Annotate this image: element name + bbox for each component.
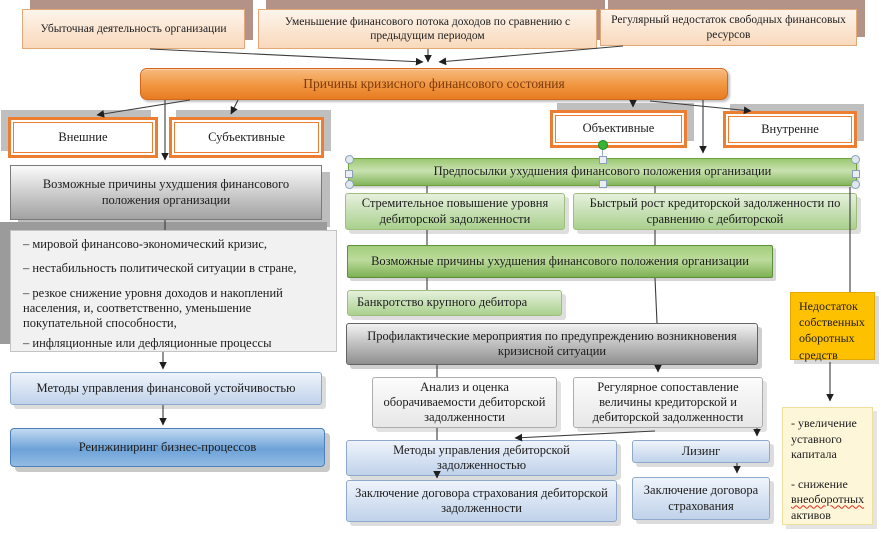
shape-leasing[interactable]	[632, 440, 770, 463]
category-inner-frame	[11, 120, 155, 155]
selection-handle-left-mid[interactable]	[345, 170, 353, 178]
shape-capital-remedies[interactable]	[782, 407, 873, 525]
shape-label: Быстрый рост кредиторской задолженности по сравнению с дебиторской	[589, 196, 841, 226]
shape-possible-causes-bar[interactable]	[347, 245, 773, 278]
selection-handle-bottom-left[interactable]	[345, 180, 354, 189]
shape-possible-causes-left[interactable]	[10, 165, 322, 220]
category-inner-frame	[726, 114, 854, 145]
shape-label: Внешние	[58, 129, 108, 144]
shape-label: Методы управления дебиторской задолженностью	[393, 442, 570, 472]
category-inner-frame	[553, 113, 684, 145]
shape-category-subjective[interactable]	[169, 117, 324, 158]
shape-label: Заключение договора страхования	[643, 483, 759, 513]
shape-category-objective[interactable]	[550, 110, 687, 148]
remedy-item: - увеличение уставного капитала	[791, 416, 857, 462]
shape-label: Профилактические мероприятия по предупреждению возникновения кризисной ситуации	[367, 328, 737, 358]
shape-regular-comparison[interactable]	[573, 377, 763, 428]
shape-label: Анализ и оценка оборачиваемости дебиторской задолженности	[383, 379, 546, 425]
shape-debtor-bankruptcy[interactable]	[347, 290, 562, 316]
selection-handle-bottom-right[interactable]	[851, 180, 860, 189]
shape-label: Методы управления финансовой устойчивостью	[36, 380, 296, 395]
list-item: – мировой финансово-экономический кризис,	[23, 237, 268, 251]
shape-receivables-rise[interactable]	[345, 193, 565, 230]
selection-handle-top-left[interactable]	[345, 155, 354, 164]
shape-label: Реинжиниринг бизнес-процессов	[78, 439, 257, 454]
rotation-handle[interactable]	[598, 140, 608, 150]
shape-label: Лизинг	[681, 443, 721, 458]
shape-working-capital-deficit[interactable]	[790, 292, 875, 360]
category-inner-frame	[172, 120, 321, 155]
shape-label: Возможные причины ухудшения финансового положения организации	[371, 253, 749, 268]
shape-category-external[interactable]	[8, 117, 158, 158]
shape-label: Предпосылки ухудшения финансового положения организации	[433, 164, 772, 179]
shape-label: Регулярный недостаток свободных финансовых ресурсов	[611, 14, 846, 41]
selection-handle-right-mid[interactable]	[852, 170, 860, 178]
shape-label: Недостаток собственных оборотных средств	[799, 299, 865, 362]
shape-label: Внутренне	[761, 121, 819, 136]
shape-label: Уменьшение финансового потока доходов по сравнению с предыдущим периодом	[284, 15, 571, 42]
shape-reengineering[interactable]	[10, 428, 325, 467]
shape-label: Регулярное сопоставление величины кредиторской и дебиторской задолженности	[592, 379, 744, 425]
shape-loss-activity[interactable]	[22, 9, 245, 49]
shape-label: Причины кризисного финансового состояния	[303, 75, 565, 91]
remedy-misspelled-word: внеоборотных	[791, 492, 865, 507]
shape-stability-methods[interactable]	[10, 372, 322, 405]
shape-label: Заключение договора страхования дебиторской задолженности	[355, 485, 608, 515]
shape-preventive-bar[interactable]	[346, 323, 758, 365]
shape-label: Убыточная деятельность организации	[40, 22, 227, 35]
remedy-text: активов	[791, 507, 831, 522]
shape-receivables-insurance[interactable]	[346, 480, 617, 522]
shape-receivables-methods[interactable]	[346, 440, 617, 476]
remedy-text: - снижение	[791, 476, 848, 491]
shape-label: Объективные	[582, 121, 655, 136]
shape-external-causes-list[interactable]	[10, 230, 337, 352]
shape-turnover-analysis[interactable]	[372, 377, 557, 428]
list-item: – резкое снижение уровня доходов и накоплений населения, и, соответственно, уменьшение покупательной способности,	[23, 285, 283, 330]
shape-category-internal[interactable]	[723, 111, 857, 148]
selection-handle-bottom-mid[interactable]	[599, 180, 607, 188]
shape-premises-bar[interactable]	[348, 158, 857, 186]
list-item: – нестабильность политической ситуации в стране,	[23, 261, 297, 276]
shape-label: Банкротство крупного дебитора	[357, 295, 528, 310]
shape-payables-growth[interactable]	[573, 193, 857, 230]
shape-insurance-contract[interactable]	[632, 477, 770, 520]
selection-handle-top-mid[interactable]	[599, 156, 607, 164]
list-item: – инфляционные или дефляционные процессы	[23, 336, 272, 351]
shape-label: Возможные причины ухудшения финансового положения организации	[42, 177, 290, 207]
shape-crisis-causes-bar[interactable]	[140, 68, 728, 100]
shape-income-flow-decrease[interactable]	[258, 9, 597, 49]
shape-label: Стремительное повышение уровня дебиторской задолженности	[361, 196, 549, 226]
shape-resource-shortage[interactable]	[600, 9, 857, 46]
shape-label: Субъективные	[208, 129, 285, 144]
selection-handle-top-right[interactable]	[851, 155, 860, 164]
remedy-item	[791, 477, 868, 524]
